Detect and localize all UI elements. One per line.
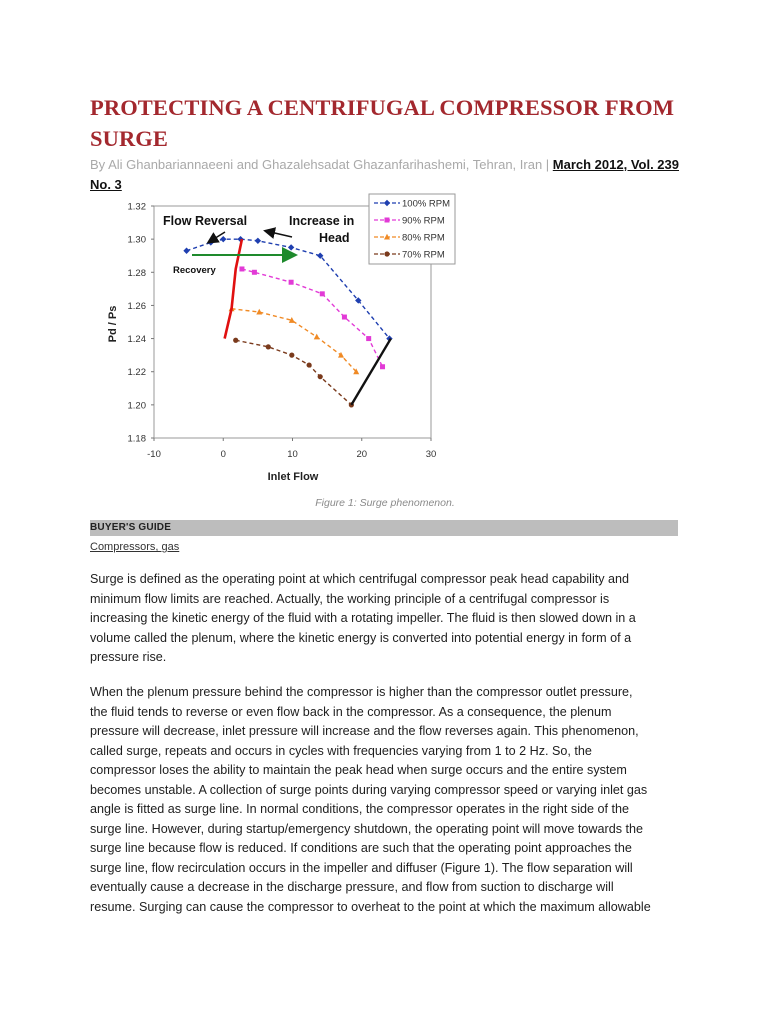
data-point bbox=[385, 218, 390, 223]
y-tick-label: 1.24 bbox=[127, 334, 146, 346]
data-point bbox=[266, 344, 271, 349]
annotation-flow-reversal: Flow Reversal bbox=[163, 214, 248, 228]
data-point bbox=[318, 374, 323, 379]
y-tick-label: 1.32 bbox=[127, 201, 146, 213]
issue-link[interactable]: March 2012, Vol. 239 No. 3 bbox=[90, 157, 679, 192]
legend-label: 100% RPM bbox=[402, 198, 451, 210]
y-tick-label: 1.18 bbox=[127, 433, 146, 445]
x-tick-label: 20 bbox=[356, 449, 368, 460]
legend-label: 80% RPM bbox=[402, 232, 445, 244]
legend-label: 70% RPM bbox=[402, 249, 445, 261]
buyers-guide-bar bbox=[90, 520, 678, 536]
data-point bbox=[320, 291, 325, 296]
data-point bbox=[233, 338, 238, 343]
y-tick-label: 1.26 bbox=[127, 300, 146, 312]
data-point bbox=[380, 364, 385, 369]
data-point bbox=[366, 336, 371, 341]
legend bbox=[369, 194, 455, 264]
byline bbox=[90, 155, 690, 195]
figure-surge bbox=[107, 193, 466, 498]
y-tick-label: 1.22 bbox=[127, 367, 146, 379]
data-point bbox=[384, 251, 389, 256]
data-point bbox=[342, 315, 347, 320]
annotation-increase-in: Increase in bbox=[289, 214, 355, 228]
x-tick-label: 30 bbox=[425, 449, 437, 460]
data-point bbox=[307, 362, 312, 367]
surge-chart bbox=[107, 193, 466, 493]
y-axis-label: Pd / Ps bbox=[107, 305, 119, 343]
legend-label: 90% RPM bbox=[402, 215, 445, 227]
buyers-guide-link[interactable]: Compressors, gas bbox=[90, 541, 180, 553]
buyers-guide-heading: BUYER'S GUIDE bbox=[90, 522, 172, 533]
y-tick-label: 1.20 bbox=[127, 400, 146, 412]
annotation-recovery: Recovery bbox=[173, 265, 216, 276]
byline-authors: By Ali Ghanbariannaeeni and Ghazalehsadat Ghazanfarihashemi, Tehran, Iran | bbox=[90, 157, 553, 172]
x-axis-label: Inlet Flow bbox=[267, 471, 319, 483]
x-tick-label: 0 bbox=[220, 449, 226, 460]
annotation-head: Head bbox=[319, 231, 350, 245]
data-point bbox=[289, 353, 294, 358]
article-title: PROTECTING A CENTRIFUGAL COMPRESSOR FROM SURGE bbox=[90, 95, 675, 151]
y-tick-label: 1.30 bbox=[127, 234, 146, 246]
data-point bbox=[289, 280, 294, 285]
data-point bbox=[252, 270, 257, 275]
data-point bbox=[239, 266, 244, 271]
x-tick-label: -10 bbox=[147, 449, 161, 460]
x-tick-label: 10 bbox=[287, 449, 298, 460]
y-tick-label: 1.28 bbox=[127, 267, 146, 279]
figure-caption: Figure 1: Surge phenomenon. bbox=[315, 497, 455, 509]
body-paragraph-1: Surge is defined as the operating point at which centrifugal compressor peak head capability and minimum flow limits are reached. Actually, the working principle of a centrifugal compressor is increasing the kinetic energy of the fluid with a rotating impeller. The fluid is then slowed down in a volume called the plenum, where the kinetic energy is converted into potential energy in form of a pressure rise. bbox=[90, 572, 636, 664]
body-paragraph-2: When the plenum pressure behind the compressor is higher than the compressor outlet pressure, the fluid tends to reverse or even flow back in the compressor. As a consequence, the plenum pressure will decrease, inlet pressure will increase and the flow reverses again. This phenomenon, called surge, repeats and occurs in cycles with frequencies varying from 1 to 2 Hz. So, the compressor loses the ability to maintain the peak head when surge occurs and the entire system becomes unstable. A collection of surge points during varying compressor speed or varying inlet gas angle is fitted as surge line. In normal conditions, the compressor operates in the right side of the surge line. However, during startup/emergency shutdown, the operating point will move towards the surge line because flow is reduced. If conditions are such that the operating point approaches the surge line, flow recirculation occurs in the impeller and diffuser (Figure 1). The flow separation will eventually cause a decrease in the discharge pressure, and flow from suction to discharge will resume. Surging can cause the compressor to overheat to the point at which the maximum allowable bbox=[90, 685, 651, 914]
